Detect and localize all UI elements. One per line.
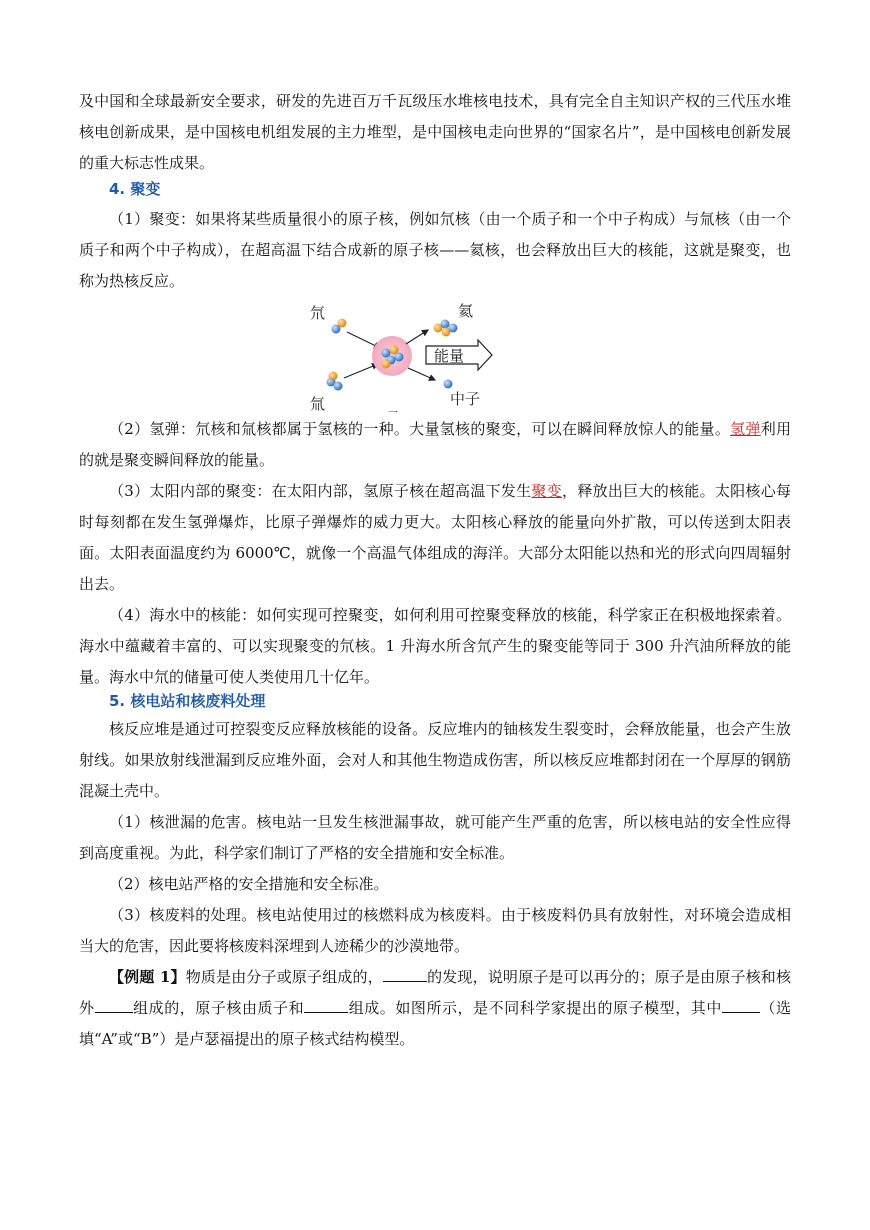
example-text-2: 的发现，说明原子是可以再分的；原子是由原子核和核外	[79, 968, 791, 1017]
example-text-5: （选填“A”或“B”）是卢瑟福提出的原子核式结构模型。	[79, 999, 791, 1048]
helium-nucleus	[434, 320, 458, 337]
answer-blank-2[interactable]	[95, 998, 133, 1013]
hydrogen-bomb-text-end: 利用的就是聚变瞬间释放的能量。	[79, 420, 791, 469]
arrow-neutron-out	[408, 368, 435, 380]
arrow-tritium-in	[344, 364, 378, 378]
solar-fusion-paragraph	[79, 476, 791, 600]
deuterium-nucleus	[332, 319, 347, 334]
tritium-nucleus	[327, 372, 343, 391]
deuterium-label: 氘	[310, 304, 326, 322]
energy-label: 能量	[434, 347, 465, 365]
neutron-label: 中子	[450, 390, 481, 408]
example-text-4: 组成。如图所示，是不同科学家提出的原子模型，其中	[348, 999, 722, 1017]
safety-standards-paragraph: （2）核电站严格的安全措施和安全标准。	[109, 875, 389, 893]
hydrogen-bomb-text: （2）氢弹：氘核和氚核都属于氢核的一种。大量氢核的聚变，可以在瞬间释放惊人的能量。	[109, 420, 731, 438]
diagram-caption: 一	[388, 408, 398, 416]
solar-fusion-text: （3）太阳内部的聚变：在太阳内部，氢原子核在超高温下发生	[109, 482, 532, 500]
seawater-energy-paragraph: （4）海水中的核能：如何实现可控聚变，如何利用可控聚变释放的核能，科学家正在积极地探索着。海水中蕴藏着丰富的、可以实现聚变的氘核。1 升海水所含氘产生的聚变能等同于 300 升汽油所释放的能量。海水中氘的储量可使人类使用几十亿年。	[79, 606, 791, 686]
fusion-definition-paragraph: （1）聚变：如果将某些质量很小的原子核，例如氘核（由一个质子和一个中子构成）与氚核（由一个质子和两个中子构成），在超高温下结合成新的原子核——氦核，也会释放出巨大的核能，这就是聚变，也称为热核反应。	[79, 210, 791, 290]
helium-label: 氦	[458, 302, 474, 320]
section-heading-nuclear-plant: 5. 核电站和核废料处理	[109, 692, 266, 710]
example-label: 【例题 1】	[109, 968, 186, 986]
reactor-paragraph: 核反应堆是通过可控裂变反应释放核能的设备。反应堆内的铀核发生裂变时，会释放能量，也会产生放射线。如果放射线泄漏到反应堆外面，会对人和其他生物造成伤害，所以核反应堆都封闭在一个厚厚的钢筋混凝土壳中。	[79, 720, 791, 800]
solar-fusion-text-end: ，释放出巨大的核能。太阳核心每时每刻都在发生氢弹爆炸，比原子弹爆炸的威力更大。太阳核心释放的能量向外扩散，可以传送到太阳表面。太阳表面温度约为 6000℃，就像一个高温气体组成的海洋。大部分太阳能以热和光的形式向四周辐射出去。	[79, 482, 791, 593]
example-text-3: 组成的，原子核由质子和	[132, 999, 305, 1017]
fusion-reaction-diagram	[300, 298, 500, 416]
intro-paragraph: 及中国和全球最新安全要求，研发的先进百万千瓦级压水堆核电技术，具有完全自主知识产权的三代压水堆核电创新成果，是中国核电机组发展的主力堆型，是中国核电走向世界的“国家名片”，是中国核电创新发展的重大标志性成果。	[79, 92, 791, 172]
hydrogen-bomb-link[interactable]: 氢弹	[730, 420, 761, 438]
answer-blank-1[interactable]	[383, 967, 427, 982]
answer-blank-3[interactable]	[304, 998, 348, 1013]
example-text-1: 物质是由分子或原子组成的，	[185, 968, 383, 986]
tritium-label: 氚	[310, 395, 326, 413]
hydrogen-bomb-paragraph	[79, 414, 791, 476]
section-heading-fusion: 4. 聚变	[109, 180, 161, 198]
leak-hazard-paragraph: （1）核泄漏的危害。核电站一旦发生核泄漏事故，就可能产生严重的危害，所以核电站的安全性应得到高度重视。为此，科学家们制订了严格的安全措施和安全标准。	[79, 813, 791, 862]
example-question	[79, 962, 791, 1055]
free-neutron	[444, 380, 453, 389]
energy-arrow	[426, 340, 492, 370]
fusion-link[interactable]: 聚变	[531, 482, 563, 500]
nuclear-waste-paragraph: （3）核废料的处理。核电站使用过的核燃料成为核废料。由于核废料仍具有放射性，对环境会造成相当大的危害，因此要将核废料深埋到人迹稀少的沙漠地带。	[79, 906, 791, 955]
answer-blank-4[interactable]	[722, 998, 760, 1013]
arrow-helium-out	[406, 330, 428, 344]
